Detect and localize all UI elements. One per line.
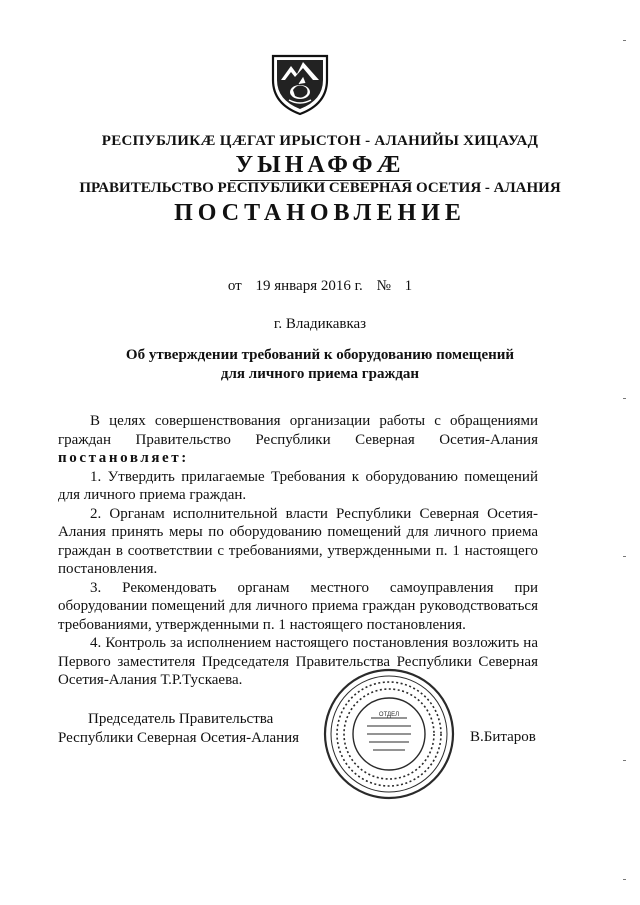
header-decree-russian: ПОСТАНОВЛЕНИЕ bbox=[174, 200, 466, 226]
resolves-word: постановляет: bbox=[58, 450, 189, 466]
signatory-position-line-1: Председатель Правительства bbox=[88, 711, 274, 727]
header-decree-ossetian: УЫНАФФÆ bbox=[235, 152, 405, 178]
header-government-russian: ПРАВИТЕЛЬСТВО РЕСПУБЛИКИ СЕВЕРНАЯ ОСЕТИЯ - АЛАНИЯ bbox=[79, 180, 561, 196]
document-dateline bbox=[0, 278, 640, 295]
item-3-line-1: 3. Рекомендовать органам местного самоуправления при bbox=[90, 579, 538, 596]
title-line-2: для личного приема граждан bbox=[220, 366, 420, 382]
intro-line-1: В целях совершенствования организации работы с обращениями bbox=[90, 413, 538, 429]
item-2-line-1: 2. Органам исполнительной власти Республики Северная Осетия- bbox=[90, 505, 538, 522]
svg-text:ОТДЕЛ: ОТДЕЛ bbox=[378, 712, 400, 718]
official-stamp bbox=[321, 666, 457, 802]
scan-artifact bbox=[623, 398, 626, 399]
item-2-line-4: постановления. bbox=[58, 561, 158, 577]
title-line-1: Об утверждении требований к оборудованию помещений bbox=[125, 347, 515, 363]
item-3-line-3: требованиями, утвержденными п. 1 настоящего постановления. bbox=[58, 616, 466, 633]
item-1-line-2: для личного приема граждан. bbox=[58, 487, 247, 503]
document-body bbox=[58, 412, 538, 690]
dateline-prefix: от bbox=[227, 278, 242, 294]
header-republic-ossetian: РЕСПУБЛИКÆ ЦÆГАТ ИРЫСТОН - АЛАНИЙЫ ХИЦАУАД bbox=[101, 133, 539, 149]
coat-of-arms-emblem bbox=[269, 50, 331, 116]
item-4-line-3: Осетия-Алания Т.Р.Тускаева. bbox=[58, 672, 243, 688]
scan-artifact bbox=[623, 760, 626, 761]
document-city: г. Владикавказ bbox=[273, 316, 367, 332]
item-1-line-1: 1. Утвердить прилагаемые Требования к оборудованию помещений bbox=[90, 468, 538, 485]
item-2-line-3: граждан в соответствии с требованиями, утвержденными п. 1 настоящего bbox=[58, 542, 538, 559]
document-number: 1 bbox=[404, 278, 413, 294]
item-4-line-1: 4. Контроль за исполнением настоящего постановления возложить на bbox=[90, 635, 538, 651]
signatory-position-line-2: Республики Северная Осетия-Алания bbox=[58, 730, 300, 746]
document-date: 19 января 2016 г. bbox=[255, 278, 363, 294]
number-sign: № bbox=[376, 278, 391, 294]
scan-artifact bbox=[623, 40, 626, 41]
item-4-line-2: Первого заместителя Председателя Правительства Республики Северная bbox=[58, 653, 538, 670]
item-2-line-2: Алания принять меры по оборудованию помещений для личного приема bbox=[58, 524, 538, 540]
document-title bbox=[80, 346, 560, 384]
scan-artifact bbox=[623, 556, 626, 557]
item-3-line-2: оборудовании помещений для личного приема граждан руководствоваться bbox=[58, 598, 538, 614]
intro-line-2: граждан Правительство Республики Северная Осетия-Алания bbox=[58, 431, 538, 448]
signatory-position bbox=[58, 710, 299, 748]
signatory-name: В.Битаров bbox=[470, 729, 536, 745]
scan-artifact bbox=[623, 879, 626, 880]
